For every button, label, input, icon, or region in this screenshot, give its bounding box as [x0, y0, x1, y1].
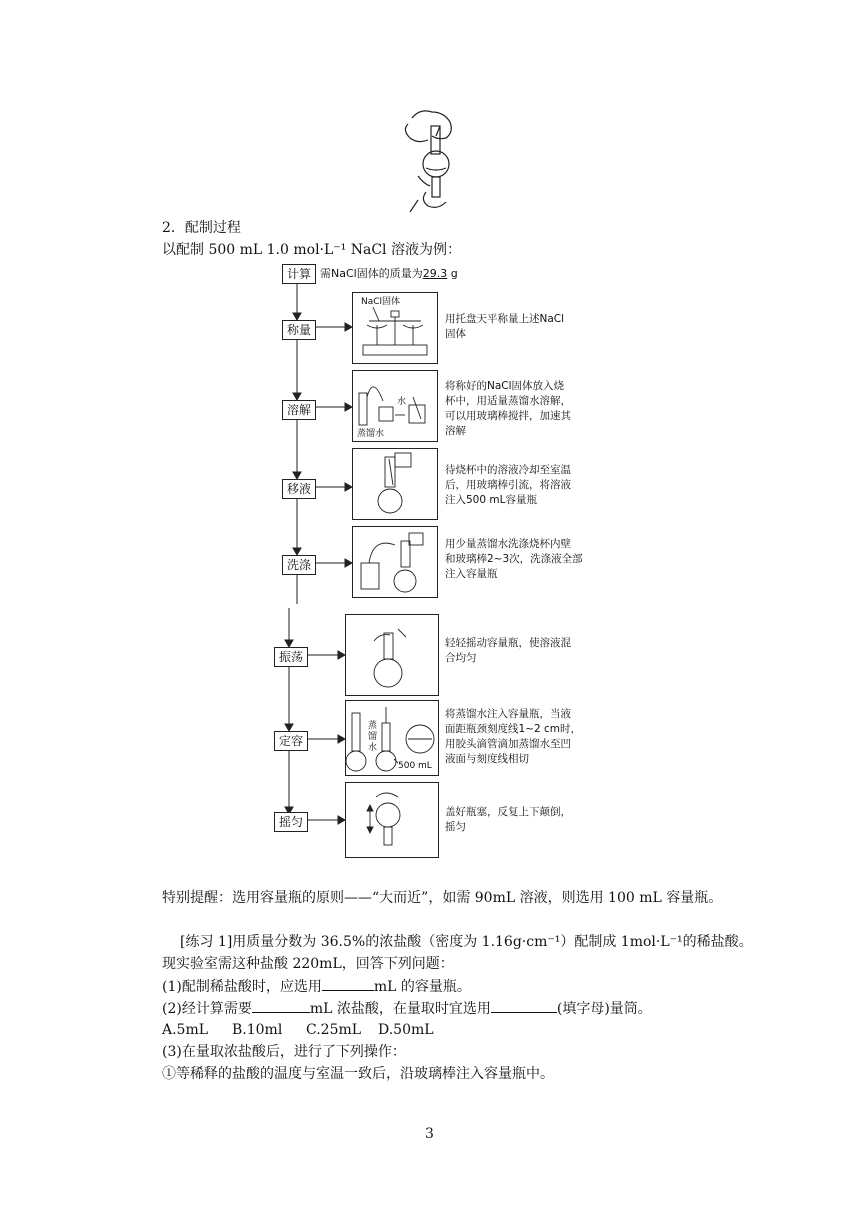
distilled-water-label: 蒸馏水: [357, 429, 385, 439]
mixing-image: [345, 782, 439, 858]
exercise-line-1: [练习 1]用质量分数为 36.5%的浓盐酸（密度为 1.16g·cm⁻¹）配制成 1mol·L⁻¹的稀盐酸。: [180, 934, 753, 950]
washing-image: [352, 526, 438, 598]
option-b: B.10ml: [232, 1022, 283, 1038]
step-weigh-box: 称量: [282, 320, 316, 340]
question-3: (3)在量取浓盐酸后，进行了下列操作：: [162, 1044, 406, 1060]
section-title: 2．配制过程: [162, 220, 241, 236]
question-3-step-1: ①等稀释的盐酸的温度与室温一致后，沿玻璃棒注入容量瓶中。: [162, 1066, 554, 1082]
answer-blank-1[interactable]: [322, 976, 374, 991]
step-fix-volume-box: 定容: [274, 731, 308, 751]
tip-text: 特别提醒：选用容量瓶的原则——“大而近”，如需 90mL 溶液，则选用 100 mL 容量瓶。: [162, 890, 723, 906]
answer-blank-3[interactable]: [491, 998, 557, 1013]
page-number: 3: [425, 1126, 434, 1142]
step-calc-box: 计算: [282, 264, 316, 284]
nacl-label: NaCl固体: [361, 297, 401, 307]
option-c: C.25mL: [306, 1022, 362, 1038]
option-d: D.50mL: [378, 1022, 434, 1038]
step-dissolve-box: 溶解: [282, 400, 316, 420]
shaking-image: [345, 614, 439, 696]
step-mix-description: 盖好瓶塞，反复上下颠倒， 摇匀: [445, 806, 571, 833]
dissolving-image: [352, 370, 438, 442]
calc-description: 需NaCl固体的质量为29.3 g: [320, 267, 458, 280]
step-fix-volume-description: 将蒸馏水注入容量瓶，当液 面距瓶颈刻度线1~2 cm时， 用胶头滴管滴加蒸馏水至凹 液面与刻度线相切: [445, 708, 581, 765]
step-wash-box: 洗涤: [282, 555, 316, 575]
step-wash-description: 用少量蒸馏水洗涤烧杯内壁 和玻璃棒2~3次，洗涤液全部 注入容量瓶: [445, 538, 583, 580]
step-mix-box: 摇匀: [274, 812, 308, 832]
answer-blank-2[interactable]: [252, 998, 310, 1013]
water-label: 水: [397, 397, 407, 407]
fix-volume-image: [345, 700, 439, 776]
step-weigh-description: 用托盘天平称量上述NaCl 固体: [445, 313, 565, 340]
distilled-water-vertical-label: 蒸 馏 水: [368, 721, 378, 753]
step-shake-box: 振荡: [274, 647, 308, 667]
exercise-line-2: 现实验室需这种盐酸 220mL，回答下列问题：: [162, 956, 454, 972]
option-a: A.5mL: [162, 1022, 209, 1038]
transfer-image: [352, 448, 438, 520]
weighing-image: [352, 292, 438, 364]
step-transfer-description: 待烧杯中的溶液冷却至室温 后，用玻璃棒引流，将溶液 注入500 mL容量瓶: [445, 464, 571, 506]
step-shake-description: 轻轻摇动容量瓶，使溶液混 合均匀: [445, 637, 571, 664]
volume-label: 500 mL: [398, 761, 432, 771]
question-2: (2)经计算需要 mL 浓盐酸，在量取时宜选用 (填字母)量筒。: [162, 998, 652, 1019]
step-dissolve-description: 将称好的NaCl固体放入烧 杯中，用适量蒸馏水溶解， 可以用玻璃棒搅拌，加速其 溶解: [445, 380, 571, 437]
question-1: (1)配制稀盐酸时，应选用 mL 的容量瓶。: [162, 976, 471, 997]
intro-text: 以配制 500 mL 1.0 mol·L⁻¹ NaCl 溶液为例：: [162, 242, 461, 258]
step-transfer-box: 移液: [282, 479, 316, 499]
